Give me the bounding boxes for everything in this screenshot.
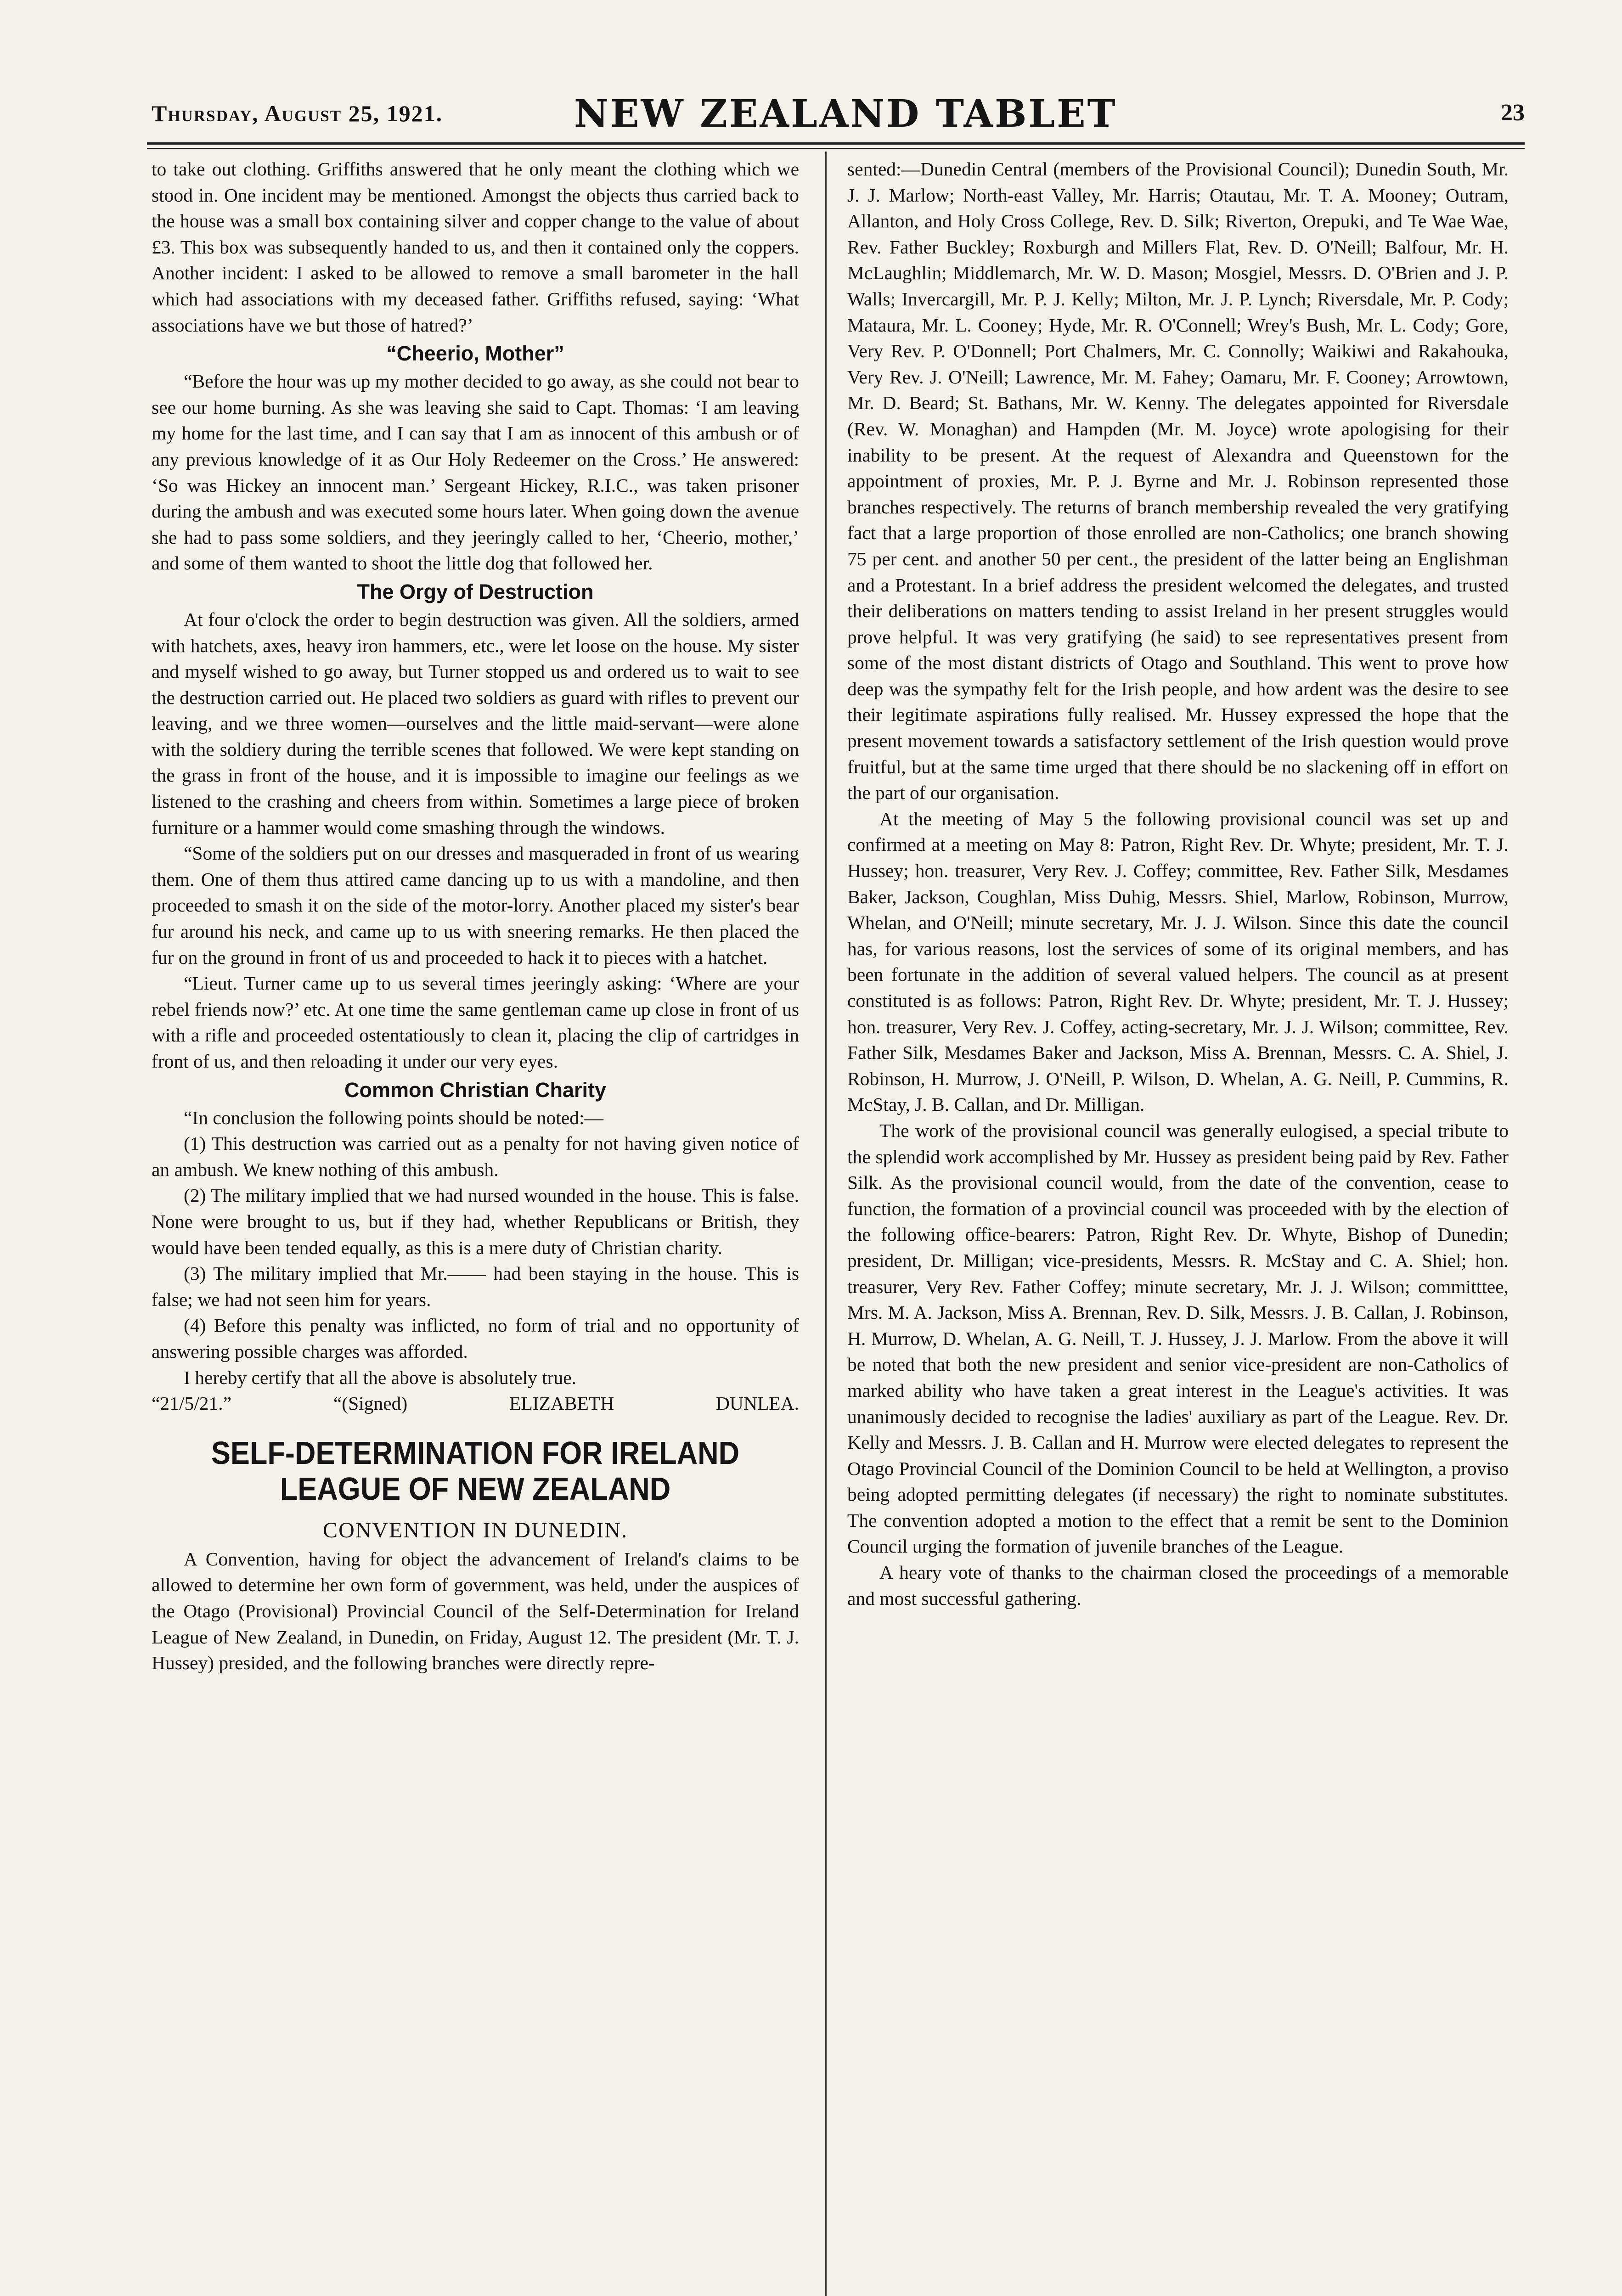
paragraph: “In conclusion the following points should be noted:—	[184, 1107, 604, 1128]
signature-date: “21/5/21.”	[152, 1393, 232, 1414]
paragraph: to take out clothing. Griffiths answered that he only meant the clothing which we stood in. One incident may be mentioned. Amongst the objects thus carried back to the house was a small box containing silver and copper change to the value of about £3. This box was subsequently handed to us, and then it contained only the coppers. Another incident: I asked to be allowed to remove a small barometer in the hall which had associations with my deceased father. Griffiths refused, saying: ‘What associations have we but those of hatred?’	[152, 158, 799, 336]
header-rule	[147, 142, 1525, 145]
signature-line	[152, 1390, 799, 1417]
right-column	[847, 156, 1509, 1611]
column-divider	[825, 152, 827, 2296]
masthead-title: NEW ZEALAND TABLET	[574, 92, 1117, 136]
paragraph: At four o'clock the order to begin destruction was given. All the soldiers, armed with hatchets, axes, heavy iron hammers, etc., were let loose on the house. My sister and myself wished to go away, but Turner stopped us and ordered us to wait to see the destruction carried out. He placed two soldiers as guard with rifles to prevent our leaving, and we three women—ourselves and the little maid-servant—were alone with the soldiery during the terrible scenes that followed. We were kept standing on the grass in front of the house, and it is impossible to imagine our feelings as we listened to the crashing and cheers from within. Sometimes a large piece of broken furniture or a hammer would come smashing through the windows.	[152, 608, 799, 838]
section-heading-orgy: The Orgy of Destruction	[357, 580, 594, 603]
article-title: SELF-DETERMINATION FOR IRELAND LEAGUE OF NEW ZEALAND	[211, 1435, 740, 1507]
article-subtitle: CONVENTION IN DUNEDIN.	[323, 1518, 628, 1542]
issue-date: Thursday, August 25, 1921.	[152, 101, 443, 126]
paragraph: (4) Before this penalty was inflicted, no form of trial and no opportunity of answering possible charges was afforded.	[152, 1315, 799, 1362]
signature-name: “(Signed) ELIZABETH DUNLEA.	[333, 1393, 799, 1414]
paragraph: sented:—Dunedin Central (members of the Provisional Council); Dunedin South, Mr. J. J. Marlow; North-east Valley, Mr. Harris; Otautau, Mr. T. A. Mooney; Outram, Allanton, and Holy Cross College, Rev. D. Silk; Riverton, Orepuki, and Te Wae Wae, Rev. Father Buckley; Roxburgh and Millers Flat, Rev. D. O'Neill; Balfour, Mr. H. McLaughlin; Middlemarch, Mr. W. D. Mason; Mosgiel, Messrs. D. O'Brien and J. P. Walls; Invercargill, Mr. P. J. Kelly; Milton, Mr. J. P. Lynch; Riversdale, Mr. P. Cody; Mataura, Mr. L. Cooney; Hyde, Mr. R. O'Connell; Wrey's Bush, Mr. L. Cody; Gore, Very Rev. P. O'Donnell; Port Chalmers, Mr. C. Connolly; Waikiwi and Rakahouka, Very Rev. J. O'Neill; Lawrence, Mr. M. Fahey; Oamaru, Mr. F. Cooney; Arrowtown, Mr. D. Beard; St. Bathans, Mr. W. Kenny. The delegates appointed for Riversdale (Rev. W. Monaghan) and Hampden (Mr. M. Joyce) wrote apologising for their inability to be present. At the request of Alexandra and Queenstown for the appointment of proxies, Mr. P. J. Byrne and Mr. J. Robinson represented those branches respectively. The returns of branch membership revealed the very gratifying fact that a large proportion of those enrolled are non-Catholics; one branch showing 75 per cent. and another 50 per cent., the president of the latter being an Englishman and a Protestant. In a brief address the president welcomed the delegates, and trusted their deliberations on matters tending to assist Ireland in her present struggles would prove helpful. It was very gratifying (he said) to see representatives present from some of the most distant districts of Otago and Southland. This went to prove how deep was the sympathy felt for the Irish people, and how ardent was the desire to see their legitimate aspirations fully realised. Mr. Hussey expressed the hope that the present movement towards a satisfactory settlement of the Irish question would prove fruitful, but at the same time urged that there should be no slackening off in effort on the part of our organisation.	[847, 158, 1509, 804]
header-rule-thin	[147, 148, 1525, 149]
page-header	[152, 92, 1525, 142]
section-heading-cheerio: “Cheerio, Mother”	[386, 342, 564, 366]
paragraph: “Before the hour was up my mother decided to go away, as she could not bear to see our home burning. As she was leaving she said to Capt. Thomas: ‘I am leaving my home for the last time, and I can say that I am as innocent of this ambush or of any previous knowledge of it as Our Holy Redeemer on the Cross.’ He answered: ‘So was Hickey an innocent man.’ Sergeant Hickey, R.I.C., was taken prisoner during the ambush and was executed some hours later. When going down the avenue she had to pass some soldiers, and they jeeringly called to her, ‘Cheerio, mother,’ and some of them wanted to shoot the little dog that followed her.	[152, 371, 799, 574]
section-heading-charity: Common Christian Charity	[344, 1078, 607, 1102]
left-column	[152, 156, 799, 1676]
paragraph: (3) The military implied that Mr.—— had been staying in the house. This is false; we had not seen him for years.	[152, 1263, 799, 1310]
paragraph: “Some of the soldiers put on our dresses and masqueraded in front of us wearing them. One of them thus attired came dancing up to us with a mandoline, and then proceeded to smash it on the side of the motor-lorry. Another placed my sister's bear fur around his neck, and came up to us with sneering remarks. He then placed the fur on the ground in front of us and proceeded to hack it to pieces with a hatchet.	[152, 843, 799, 968]
page-number: 23	[1501, 100, 1525, 126]
paragraph: A heary vote of thanks to the chairman closed the proceedings of a memorable and most successful gathering.	[847, 1562, 1509, 1609]
paragraph: (1) This destruction was carried out as a penalty for not having given notice of an ambush. We knew nothing of this ambush.	[152, 1133, 799, 1180]
paragraph: The work of the provisional council was generally eulogised, a special tribute to the splendid work accomplished by Mr. Hussey as president being paid by Rev. Father Silk. As the provisional council would, from the date of the convention, cease to function, the formation of a provincial council was proceeded with by the election of the following office-bearers: Patron, Right Rev. Dr. Whyte, Bishop of Dunedin; president, Dr. Milligan; vice-presidents, Messrs. R. McStay and C. A. Shiel; hon. treasurer, Very Rev. Father Coffey; minute secretary, Mr. J. J. Wilson; committtee, Mrs. M. A. Jackson, Miss A. Brennan, Rev. D. Silk, Messrs. J. B. Callan, J. Robinson, H. Murrow, D. Whelan, A. G. Neill, T. J. Hussey, J. J. Marlow. From the above it will be noted that both the new president and senior vice-president are non-Catholics of marked ability who have taken a great interest in the League's activities. It was unanimously decided to recognise the ladies' auxiliary as part of the League. Rev. Dr. Kelly and Messrs. J. B. Callan and H. Murrow were elected delegates to represent the Otago Provincial Council of the Dominion Council to be held at Wellington, a proviso being adopted permitting delegates (if necessary) the right to nominate substitutes. The convention adopted a motion to the effect that a remit be sent to the Dominion Council urging the formation of juvenile branches of the League.	[847, 1120, 1509, 1557]
paragraph: A Convention, having for object the advancement of Ireland's claims to be allowed to determine her own form of government, was held, under the auspices of the Otago (Provisional) Provincial Council of the Self-Determination for Ireland League of New Zealand, in Dunedin, on Friday, August 12. The president (Mr. T. J. Hussey) presided, and the following branches were directly repre-	[152, 1548, 799, 1674]
paragraph: At the meeting of May 5 the following provisional council was set up and confirmed at a meeting on May 8: Patron, Right Rev. Dr. Whyte; president, Mr. T. J. Hussey; hon. treasurer, Very Rev. J. Coffey; committee, Rev. Father Silk, Mesdames Baker, Jackson, Coughlan, Miss Duhig, Messrs. Shiel, Marlow, Robinson, Murrow, Whelan, and O'Neill; minute secretary, Mr. J. J. Wilson. Since this date the council has, for various reasons, lost the services of some of its original members, and has been fortunate in the addition of several valued helpers. The council as at present constituted is as follows: Patron, Right Rev. Dr. Whyte; president, Mr. T. J. Hussey; hon. treasurer, Very Rev. J. Coffey, acting-secretary, Mr. J. J. Wilson; committee, Rev. Father Silk, Mesdames Baker and Jackson, Miss A. Brennan, Messrs. C. A. Shiel, J. Robinson, H. Murrow, J. O'Neill, P. Wilson, D. Whelan, A. G. Neill, P. Cummins, R. McStay, J. B. Callan, and Dr. Milligan.	[847, 808, 1509, 1115]
paragraph: “Lieut. Turner came up to us several times jeeringly asking: ‘Where are your rebel friends now?’ etc. At one time the same gentleman came up close in front of us with a rifle and proceeded ostentatiously to clean it, placing the clip of cartridges in front of us, and then reloading it under our very eyes.	[152, 973, 799, 1072]
paragraph: (2) The military implied that we had nursed wounded in the house. This is false. None were brought to us, but if they had, whether Republicans or British, they would have been tended equally, as this is a mere duty of Christian charity.	[152, 1185, 799, 1258]
paragraph: I hereby certify that all the above is absolutely true.	[184, 1367, 577, 1388]
